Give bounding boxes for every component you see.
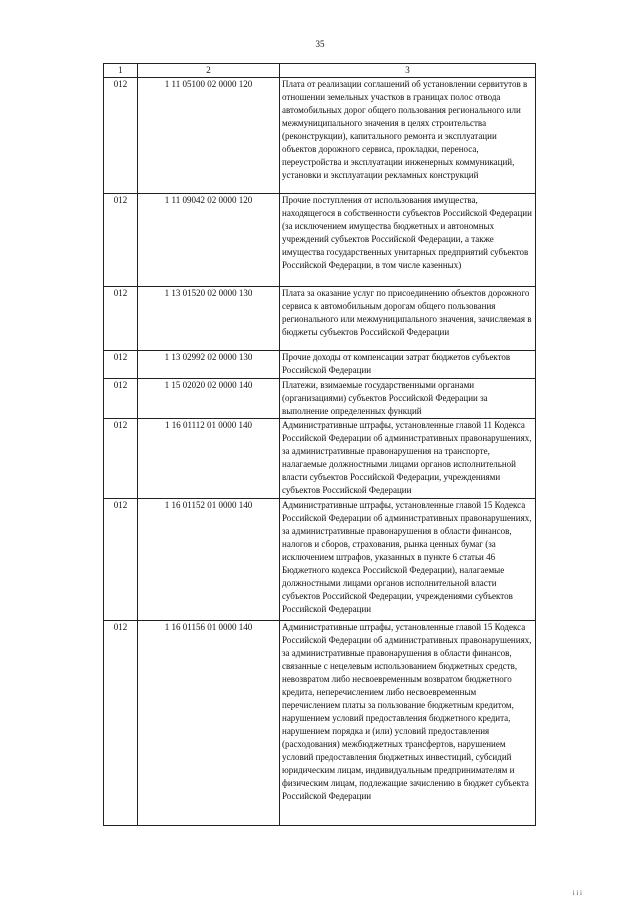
- admin-code-cell: 012: [104, 194, 138, 287]
- table-header-row: [104, 64, 536, 78]
- column-header-2: 2: [138, 64, 280, 78]
- revenue-codes-table: [103, 63, 536, 826]
- description-cell: Административные штрафы, установленные главой 15 Кодекса Российской Федерации об административных правонарушениях, за административные правонарушения в области финансов, связанные с нецелевым использованием бюджетных средств, невозвратом либо несвоевременным возвратом бюджетного кредита, неперечислением либо несвоевременным перечислением платы за пользование бюджетным кредитом, нарушением условий предоставления бюджетного кредита, нарушением порядка и (или) условий предоставления (расходования) межбюджетных трансфертов, нарушением условий предоставления бюджетных инвестиций, субсидий юридическим лицам, индивидуальным предпринимателям и физическим лицам, подлежащие зачислению в бюджет субъекта Российской Федерации: [280, 621, 536, 826]
- footer-mark: i i i: [572, 889, 582, 897]
- description-cell: Платежи, взимаемые государственными органами (организациями) субъектов Российской Федерации за выполнение определенных функций: [280, 379, 536, 419]
- admin-code-cell: 012: [104, 379, 138, 419]
- table-row: [104, 419, 536, 499]
- admin-code-cell: 012: [104, 78, 138, 194]
- admin-code-cell: 012: [104, 419, 138, 499]
- table-row: [104, 621, 536, 826]
- admin-code-cell: 012: [104, 287, 138, 351]
- description-cell: Административные штрафы, установленные главой 11 Кодекса Российской Федерации об административных правонарушениях, за административные правонарушения на транспорте, налагаемые должностными лицами органов исполнительной власти субъектов Российской Федерации, учреждениями субъектов Российской Федерации: [280, 419, 536, 499]
- table-row: [104, 499, 536, 621]
- page-number: 35: [315, 39, 325, 49]
- column-header-1: 1: [104, 64, 138, 78]
- description-cell: Прочие доходы от компенсации затрат бюджетов субъектов Российской Федерации: [280, 351, 536, 379]
- table-row: [104, 287, 536, 351]
- description-cell: Административные штрафы, установленные главой 15 Кодекса Российской Федерации об административных правонарушениях, за административные правонарушения в области финансов, налогов и сборов, страхования, рынка ценных бумаг (за исключением штрафов, указанных в пункте 6 статьи 46 Бюджетного кодекса Российской Федерации), налагаемые должностными лицами органов исполнительной власти субъектов Российской Федерации, учреждениями субъектов Российской Федерации: [280, 499, 536, 621]
- admin-code-cell: 012: [104, 499, 138, 621]
- table-row: [104, 379, 536, 419]
- table-row: [104, 194, 536, 287]
- budget-code-cell: 1 13 02992 02 0000 130: [138, 351, 280, 379]
- budget-code-cell: 1 11 09042 02 0000 120: [138, 194, 280, 287]
- table-row: [104, 351, 536, 379]
- description-cell: Плата от реализации соглашений об установлении сервитутов в отношении земельных участков в границах полос отвода автомобильных дорог общего пользования регионального или межмуниципального значения в целях строительства (реконструкции), капитального ремонта и эксплуатации объектов дорожного сервиса, прокладки, переноса, переустройства и эксплуатации инженерных коммуникаций, установки и эксплуатации рекламных конструкций: [280, 78, 536, 194]
- admin-code-cell: 012: [104, 351, 138, 379]
- description-cell: Плата за оказание услуг по присоединению объектов дорожного сервиса к автомобильным дорогам общего пользования регионального или межмуниципального значения, зачисляемая в бюджеты субъектов Российской Федерации: [280, 287, 536, 351]
- budget-code-cell: 1 13 01520 02 0000 130: [138, 287, 280, 351]
- budget-code-cell: 1 16 01156 01 0000 140: [138, 621, 280, 826]
- budget-code-cell: 1 16 01112 01 0000 140: [138, 419, 280, 499]
- admin-code-cell: 012: [104, 621, 138, 826]
- table-row: [104, 78, 536, 194]
- budget-code-cell: 1 11 05100 02 0000 120: [138, 78, 280, 194]
- description-cell: Прочие поступления от использования имущества, находящегося в собственности субъектов Российской Федерации (за исключением имущества бюджетных и автономных учреждений субъектов Российской Федерации, а также имущества государственных унитарных предприятий субъектов Российской Федерации, в том числе казенных): [280, 194, 536, 287]
- budget-code-cell: 1 16 01152 01 0000 140: [138, 499, 280, 621]
- column-header-3: 3: [280, 64, 536, 78]
- budget-code-cell: 1 15 02020 02 0000 140: [138, 379, 280, 419]
